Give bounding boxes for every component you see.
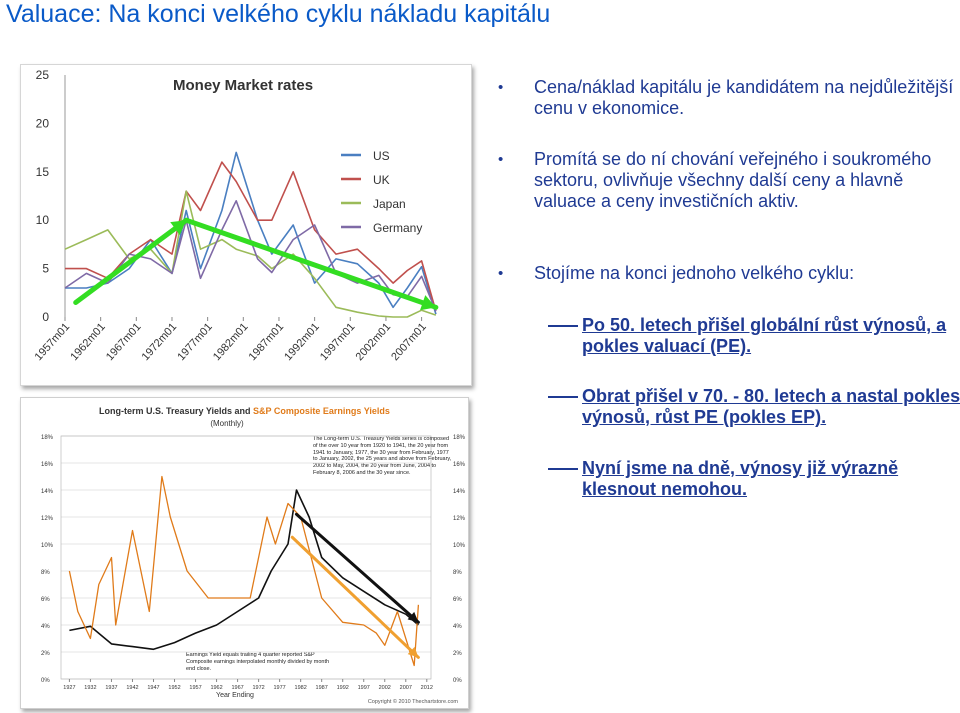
slide-title: Valuace: Na konci velkého cyklu nákladu kapitálu bbox=[6, 0, 551, 28]
y-tick-label-left: 2% bbox=[41, 651, 50, 657]
legend-label: UK bbox=[373, 173, 390, 187]
legend-label: US bbox=[373, 149, 390, 163]
chart-subtitle: (Monthly) bbox=[210, 419, 244, 428]
legend-label: Germany bbox=[373, 221, 423, 235]
x-tick-label: 1937 bbox=[105, 685, 118, 691]
y-tick-label-right: 6% bbox=[453, 597, 462, 603]
bullet-text: Stojíme na konci jednoho velkého cyklu: bbox=[534, 263, 855, 283]
dash-marker bbox=[548, 468, 578, 470]
trend-arrow bbox=[76, 220, 187, 302]
y-tick-label-right: 12% bbox=[453, 516, 466, 522]
x-tick-label: 1932 bbox=[84, 685, 97, 691]
trend-arrow bbox=[296, 514, 418, 622]
sub-bullet-text: Obrat přišel v 70. - 80. letech a nastal pokles výnosů, růst PE (pokles EP). bbox=[582, 386, 960, 427]
x-tick-label: 2007 bbox=[399, 685, 412, 691]
y-tick-label-right: 10% bbox=[453, 543, 466, 549]
y-tick-label-right: 18% bbox=[453, 435, 466, 441]
x-tick-label: 1957 bbox=[189, 685, 202, 691]
y-tick-label-right: 16% bbox=[453, 462, 466, 468]
y-tick-label-left: 6% bbox=[41, 597, 50, 603]
y-tick-label: 5 bbox=[42, 261, 49, 276]
x-tick-label: 2007m01 bbox=[389, 320, 429, 364]
legend-label: Japan bbox=[373, 197, 406, 211]
x-tick-label: 1992 bbox=[336, 685, 349, 691]
y-tick-label-right: 4% bbox=[453, 624, 462, 630]
treasury-yields-chart bbox=[20, 397, 469, 709]
x-tick-label: 1942 bbox=[126, 685, 139, 691]
series-note: The Long-term U.S. Treasury Yields series is composed of the over 10 year from 1920 to 1941, the 20 year from 1941 to January, 1977, the 30 year from February, 1977 to January, 2002, the 25 years and above from February, 2002 to May, 2004, the 20 year from June, 2004 to February 8, 2006 and the 30 year since. bbox=[313, 436, 452, 476]
y-tick-label: 20 bbox=[35, 116, 49, 131]
y-tick-label-right: 8% bbox=[453, 570, 462, 576]
x-tick-label: 1952 bbox=[168, 685, 181, 691]
x-tick-label: 1977m01 bbox=[175, 320, 215, 364]
x-tick-label: 1972m01 bbox=[139, 320, 180, 364]
x-tick-label: 1992m01 bbox=[282, 320, 322, 364]
sub-bullet-text: Nyní jsme na dně, výnosy již výrazně klesnout nemohou. bbox=[582, 458, 899, 499]
y-tick-label: 10 bbox=[35, 213, 49, 228]
money-market-chart bbox=[20, 64, 472, 386]
y-tick-label-left: 16% bbox=[41, 462, 54, 468]
earnings-yield-note: Earnings Yield equals trailing 4 quarter reported S&P Composite earnings interpolated monthly divided by month end close. bbox=[186, 652, 330, 672]
y-tick-label: 0 bbox=[42, 310, 49, 324]
dash-marker bbox=[548, 396, 578, 398]
sub-bullet-text: Po 50. letech přišel globální růst výnosů, a pokles valuací (PE). bbox=[582, 315, 947, 356]
bullet-dot: • bbox=[498, 79, 504, 96]
bullet-text: Promítá se do ní chování veřejného i soukromého sektoru, ovlivňuje všechny další ceny a hlavně valuace a ceny investičních aktiv. bbox=[534, 149, 932, 211]
x-tick-label: 1962m01 bbox=[68, 320, 108, 364]
y-tick-label-right: 0% bbox=[453, 678, 462, 684]
y-tick-label-left: 8% bbox=[41, 570, 50, 576]
y-tick-label-left: 10% bbox=[41, 543, 54, 549]
copyright-note: Copyright © 2010 Thechartstore.com bbox=[367, 699, 458, 705]
x-tick-label: 1947 bbox=[147, 685, 160, 691]
x-tick-label: 1982m01 bbox=[210, 320, 251, 364]
x-tick-label: 1987m01 bbox=[246, 320, 287, 364]
y-tick-label-right: 2% bbox=[453, 651, 462, 657]
bullet-dot: • bbox=[498, 265, 504, 282]
x-tick-label: 2012 bbox=[420, 685, 433, 691]
chart-title: Money Market rates bbox=[173, 77, 314, 94]
bullet-dot: • bbox=[498, 151, 504, 168]
y-tick-label-left: 18% bbox=[41, 435, 54, 441]
x-tick-label: 1967 bbox=[231, 685, 244, 691]
y-tick-label: 25 bbox=[35, 68, 49, 82]
x-tick-label: 1997m01 bbox=[317, 320, 358, 364]
x-tick-label: 2002 bbox=[378, 685, 391, 691]
trend-arrow bbox=[292, 537, 418, 657]
y-tick-label-left: 12% bbox=[41, 516, 54, 522]
y-tick-label-left: 14% bbox=[41, 489, 54, 495]
x-tick-label: 1987 bbox=[315, 685, 328, 691]
x-axis-label: Year Ending bbox=[216, 692, 254, 699]
dash-marker bbox=[548, 325, 578, 327]
y-tick-label-left: 4% bbox=[41, 624, 50, 630]
treasury-yields-chart-svg bbox=[21, 398, 468, 708]
x-tick-label: 1997 bbox=[357, 685, 370, 691]
x-tick-label: 1982 bbox=[294, 685, 307, 691]
x-tick-label: 1967m01 bbox=[103, 320, 144, 364]
x-tick-label: 1962 bbox=[210, 685, 223, 691]
y-tick-label-right: 14% bbox=[453, 489, 466, 495]
money-market-chart-svg bbox=[21, 65, 471, 385]
y-tick-label-left: 0% bbox=[41, 678, 50, 684]
x-tick-label: 1957m01 bbox=[32, 320, 73, 364]
y-tick-label: 15 bbox=[35, 164, 49, 179]
x-tick-label: 1977 bbox=[273, 685, 286, 691]
x-tick-label: 2002m01 bbox=[353, 320, 394, 364]
chart-title: Long-term U.S. Treasury Yields and S&P Composite Earnings Yields bbox=[99, 406, 390, 416]
series-line-germany bbox=[65, 201, 436, 311]
x-tick-label: 1927 bbox=[63, 685, 76, 691]
x-tick-label: 1972 bbox=[252, 685, 265, 691]
bullet-text: Cena/náklad kapitálu je kandidátem na nejdůležitější cenu v ekonomice. bbox=[534, 77, 954, 118]
